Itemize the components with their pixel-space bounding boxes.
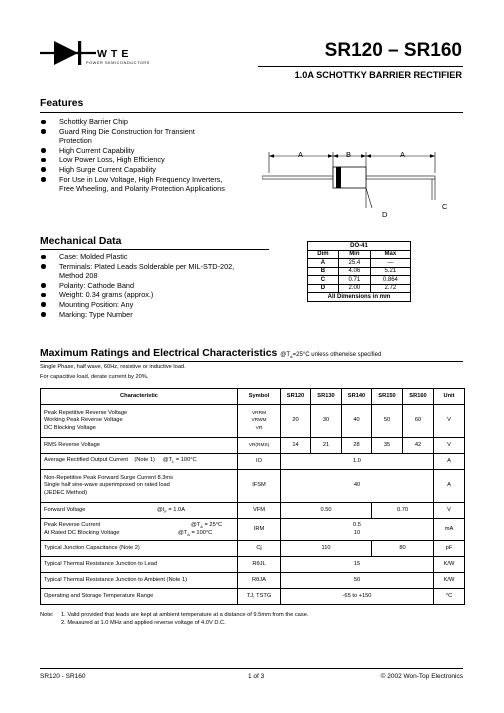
note-2: 2. Measured at 1.0 MHz and applied reverse voltage of 4.0V D.C. xyxy=(61,620,226,626)
features-list xyxy=(40,117,250,194)
table-row: RMS Reverse Voltage VR(RMS) 14 21 28 35 42 V xyxy=(41,438,465,454)
table-row: B 4.06 5.21 xyxy=(308,267,411,276)
package-name: DO-41 xyxy=(308,242,411,251)
dim-label-a: A xyxy=(298,150,304,159)
table-row: Typical Thermal Resistance Junction to Lead RθJL 15 K/W xyxy=(41,557,465,573)
ratings-table xyxy=(40,388,465,605)
ratings-heading: Maximum Ratings and Electrical Characteristics $@T_A=25^\circ C$ unless otherwise specified xyxy=(40,348,382,360)
note-1: 1. Valid provided that leads are kept at ambient temperature at a distance of 9.5mm from the case. xyxy=(61,612,309,618)
table-header-row: Characteristic Symbol SR120 SR130 SR140 SR150 SR160 Unit xyxy=(41,389,465,405)
list-item: Schottky Barrier Chip xyxy=(40,117,250,127)
dim-label-d: D xyxy=(382,210,388,219)
do41-package-diagram xyxy=(262,148,462,218)
page-title: SR120 – SR160 xyxy=(324,40,462,61)
table-row: Non-Repetitive Peak Forward Surge Current 8.3ms Single half sine-wave superimposed on rated load (JEDEC Method) IFSM 40 A xyxy=(41,470,465,503)
ratings-note-2: For capacitive load, derate current by 20%. xyxy=(40,374,149,380)
logo-subtitle: POWER SEMICONDUCTORS xyxy=(86,61,150,65)
table-row: Operating and Storage Temperature Range TJ, TSTG -65 to +150 °C xyxy=(41,589,465,605)
footer-part-range: SR120 - SR160 xyxy=(40,673,86,680)
list-item: High Current Capability xyxy=(40,146,250,156)
list-item: High Surge Current Capability xyxy=(40,165,250,175)
list-item: For Use in Low Voltage, High Frequency Inverters, Free Wheeling, and Polarity Protection Applications xyxy=(40,175,239,194)
features-divider xyxy=(40,112,463,113)
table-row: A 25.4 — xyxy=(308,259,411,268)
list-item: Low Power Loss, High Efficiency xyxy=(40,155,250,165)
list-item: Polarity: Cathode Band xyxy=(40,281,270,291)
table-row: Peak Reverse Current At Rated DC Blocking Voltage $@T_A = 25^\circ C$ $@T_A = 100^\circ C$ IRM 0.5 10 mA xyxy=(41,519,465,541)
dim-label-b: B xyxy=(346,150,352,159)
min-header: Min xyxy=(338,250,370,259)
list-item: Terminals: Plated Leads Solderable per MIL-STD-202, Method 208 xyxy=(40,262,259,281)
dim-label-c: C xyxy=(442,202,448,211)
list-item: Weight: 0.34 grams (approx.) xyxy=(40,290,270,300)
table-row: Typical Thermal Resistance Junction to Ambient (Note 1) RθJA 50 K/W xyxy=(41,573,465,589)
table-row: Average Rectified Output Current (Note 1) $@T_L = 100^\circ C$ IO 1.0 A xyxy=(41,454,465,470)
dim-header: Dim xyxy=(308,250,339,259)
title-divider xyxy=(258,66,463,67)
list-item: Mounting Position: Any xyxy=(40,300,270,310)
footer-page-number: 1 of 3 xyxy=(248,673,265,680)
features-heading: Features xyxy=(40,98,84,109)
dimension-footer: All Dimensions in mm xyxy=(308,293,411,302)
table-row: Peak Repetitive Reverse Voltage Working Peak Reverse Voltage DC Blocking Voltage VRRM VRWM VR 20 30 40 50 60 V xyxy=(41,405,465,438)
mechanical-heading: Mechanical Data xyxy=(40,236,122,247)
note-label: Note: xyxy=(40,612,54,618)
list-item: Marking: Type Number xyxy=(40,310,270,320)
table-row: Typical Junction Capacitance (Note 2) Cj 110 80 pF xyxy=(41,541,465,557)
ratings-divider xyxy=(40,361,463,362)
ratings-note-1: Single Phase, half wave, 60Hz, resistive or inductive load. xyxy=(40,364,186,370)
page-subtitle: 1.0A SCHOTTKY BARRIER RECTIFIER xyxy=(294,70,462,80)
footer-divider xyxy=(40,668,463,669)
dim-label-a2: A xyxy=(400,150,406,159)
mechanical-list xyxy=(40,252,270,319)
logo-name: WTE xyxy=(97,48,133,60)
max-header: Max xyxy=(370,250,410,259)
table-row: C 0.71 0.864 xyxy=(308,276,411,285)
list-item: Case: Molded Plastic xyxy=(40,252,270,262)
list-item: Guard Ring Die Construction for Transient Protection xyxy=(40,127,209,146)
table-row: Forward Voltage $@I_F = 1.0A$ VFM 0.50 0.70 V xyxy=(41,503,465,519)
ratings-condition: $@T_A=25^\circ C$ unless otherwise specified xyxy=(280,352,382,360)
mechanical-divider xyxy=(40,249,269,250)
dimension-table xyxy=(307,241,411,302)
footer-copyright: © 2002 Won-Top Electronics xyxy=(380,673,463,680)
table-row: D 2.00 2.72 xyxy=(308,284,411,293)
